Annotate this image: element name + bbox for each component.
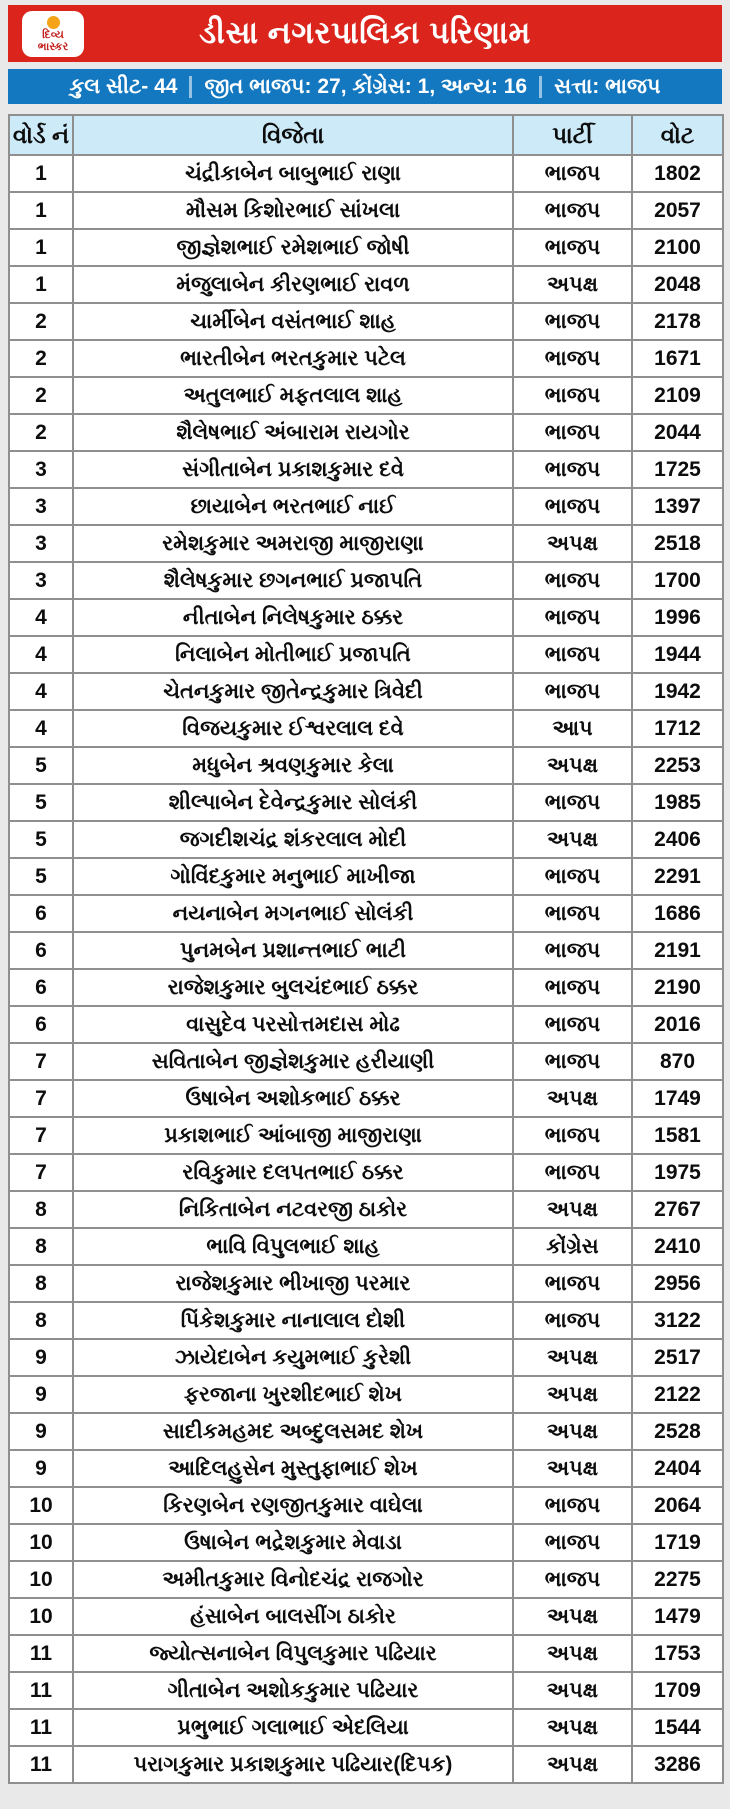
party-cell: ભાજપ: [513, 303, 632, 340]
party-cell: અપક્ષ: [513, 1413, 632, 1450]
party-cell: ભાજપ: [513, 1117, 632, 1154]
ward-number-cell: 6: [9, 932, 73, 969]
table-row: [9, 488, 723, 525]
table-row: [9, 1265, 723, 1302]
votes-cell: 2109: [632, 377, 723, 414]
table-row: [9, 747, 723, 784]
votes-cell: 2016: [632, 1006, 723, 1043]
party-cell: ભાજપ: [513, 155, 632, 192]
votes-cell: 2410: [632, 1228, 723, 1265]
ward-number-cell: 5: [9, 784, 73, 821]
table-row: [9, 340, 723, 377]
ward-number-cell: 11: [9, 1709, 73, 1746]
divya-bhaskar-logo: [22, 11, 84, 57]
votes-cell: 1709: [632, 1672, 723, 1709]
party-cell: અપક્ષ: [513, 1376, 632, 1413]
table-row: [9, 1080, 723, 1117]
votes-cell: 1749: [632, 1080, 723, 1117]
table-row: [9, 1598, 723, 1635]
party-cell: ભાજપ: [513, 1006, 632, 1043]
table-row: [9, 1709, 723, 1746]
party-cell: ભાજપ: [513, 229, 632, 266]
table-row: [9, 377, 723, 414]
winner-name-cell: સંગીતાબેન પ્રકાશકુમાર દવે: [73, 451, 513, 488]
votes-cell: 3122: [632, 1302, 723, 1339]
table-row: [9, 932, 723, 969]
party-cell: ભાજપ: [513, 858, 632, 895]
table-row: [9, 784, 723, 821]
column-header-winner: વિજેતા: [73, 115, 513, 155]
votes-cell: 1712: [632, 710, 723, 747]
winner-name-cell: પ્રકાશભાઈ આંબાજી માજીરાણા: [73, 1117, 513, 1154]
party-cell: ભાજપ: [513, 377, 632, 414]
party-cell: અપક્ષ: [513, 1672, 632, 1709]
table-row: [9, 1561, 723, 1598]
party-cell: અપક્ષ: [513, 1450, 632, 1487]
winner-name-cell: ગીતાબેન અશોકકુમાર પઢિયાર: [73, 1672, 513, 1709]
table-row: [9, 673, 723, 710]
votes-cell: 2044: [632, 414, 723, 451]
party-cell: અપક્ષ: [513, 1191, 632, 1228]
table-row: [9, 710, 723, 747]
party-cell: અપક્ષ: [513, 266, 632, 303]
winner-name-cell: ભાવિ વિપુલભાઈ શાહ: [73, 1228, 513, 1265]
ward-number-cell: 1: [9, 192, 73, 229]
party-cell: અપક્ષ: [513, 1339, 632, 1376]
party-cell: અપક્ષ: [513, 747, 632, 784]
winner-name-cell: રવિકુમાર દલપતભાઈ ઠક્કર: [73, 1154, 513, 1191]
party-cell: ભાજપ: [513, 562, 632, 599]
votes-cell: 870: [632, 1043, 723, 1080]
ward-number-cell: 6: [9, 895, 73, 932]
ward-number-cell: 4: [9, 636, 73, 673]
winner-name-cell: જગદીશચંદ્ર શંકરલાલ મોદી: [73, 821, 513, 858]
party-cell: ભાજપ: [513, 1154, 632, 1191]
ward-number-cell: 2: [9, 377, 73, 414]
party-cell: ભાજપ: [513, 1302, 632, 1339]
winner-name-cell: મૌસમ કિશોરભાઈ સાંખલા: [73, 192, 513, 229]
party-cell: અપક્ષ: [513, 1598, 632, 1635]
votes-cell: 2178: [632, 303, 723, 340]
ward-number-cell: 3: [9, 525, 73, 562]
separator: [189, 76, 192, 98]
table-row: [9, 451, 723, 488]
votes-cell: 1942: [632, 673, 723, 710]
winner-name-cell: પરાગકુમાર પ્રકાશકુમાર પઢિયાર(દિપક): [73, 1746, 513, 1783]
party-cell: ભાજપ: [513, 1561, 632, 1598]
table-row: [9, 858, 723, 895]
page-title: ડીસા નગરપાલિકા પરિણામ: [199, 15, 531, 50]
votes-cell: 2767: [632, 1191, 723, 1228]
votes-cell: 2518: [632, 525, 723, 562]
winner-name-cell: નિકિતાબેન નટવરજી ઠાકોર: [73, 1191, 513, 1228]
table-row: [9, 1117, 723, 1154]
votes-cell: 2253: [632, 747, 723, 784]
winner-name-cell: નયનાબેન મગનભાઈ સોલંકી: [73, 895, 513, 932]
table-row: [9, 1302, 723, 1339]
winner-name-cell: છાયાબેન ભરતભાઈ નાઈ: [73, 488, 513, 525]
ward-number-cell: 9: [9, 1376, 73, 1413]
party-cell: ભાજપ: [513, 784, 632, 821]
ward-number-cell: 7: [9, 1043, 73, 1080]
ward-number-cell: 7: [9, 1080, 73, 1117]
ward-number-cell: 3: [9, 562, 73, 599]
party-cell: આપ: [513, 710, 632, 747]
party-cell: અપક્ષ: [513, 525, 632, 562]
votes-cell: 1944: [632, 636, 723, 673]
table-row: [9, 599, 723, 636]
ward-number-cell: 10: [9, 1561, 73, 1598]
winner-name-cell: શૈલેષકુમાર છગનભાઈ પ્રજાપતિ: [73, 562, 513, 599]
votes-cell: 1544: [632, 1709, 723, 1746]
party-cell: અપક્ષ: [513, 1746, 632, 1783]
winner-name-cell: રમેશકુમાર અમરાજી માજીરાણા: [73, 525, 513, 562]
table-row: [9, 303, 723, 340]
ward-number-cell: 8: [9, 1302, 73, 1339]
votes-cell: 2191: [632, 932, 723, 969]
votes-cell: 1975: [632, 1154, 723, 1191]
party-cell: ભાજપ: [513, 636, 632, 673]
winner-name-cell: હંસાબેન બાલસીંગ ઠાકોર: [73, 1598, 513, 1635]
summary-bar: [8, 69, 722, 104]
votes-cell: 1581: [632, 1117, 723, 1154]
party-cell: અપક્ષ: [513, 1080, 632, 1117]
table-body: [9, 155, 723, 1783]
logo-text-line2: ભાસ્કર: [37, 40, 69, 53]
votes-cell: 2190: [632, 969, 723, 1006]
table-row: [9, 229, 723, 266]
table-row: [9, 1376, 723, 1413]
ward-number-cell: 11: [9, 1635, 73, 1672]
table-row: [9, 1487, 723, 1524]
column-header-party: પાર્ટી: [513, 115, 632, 155]
votes-cell: 1753: [632, 1635, 723, 1672]
winner-name-cell: શીલ્પાબેન દેવેન્દ્રકુમાર સોલંકી: [73, 784, 513, 821]
table-row: [9, 1154, 723, 1191]
winner-name-cell: નીતાબેન નિલેષકુમાર ઠક્કર: [73, 599, 513, 636]
winner-name-cell: જ્યોત્સનાબેન વિપુલકુમાર પઢિયાર: [73, 1635, 513, 1672]
ruling-party-label: સત્તા: ભાજપ: [554, 74, 661, 98]
winner-name-cell: ઉષાબેન અશોકભાઈ ઠક્કર: [73, 1080, 513, 1117]
winner-name-cell: ઉષાબેન ભદ્રેશકુમાર મેવાડા: [73, 1524, 513, 1561]
ward-number-cell: 2: [9, 303, 73, 340]
winner-name-cell: ફરજાના ખુરશીદભાઈ શેખ: [73, 1376, 513, 1413]
ward-number-cell: 9: [9, 1413, 73, 1450]
ward-number-cell: 3: [9, 488, 73, 525]
logo-sun-icon: [47, 16, 60, 29]
table-header-row: [9, 115, 723, 155]
votes-cell: 2404: [632, 1450, 723, 1487]
table-row: [9, 155, 723, 192]
winner-name-cell: મંજુલાબેન કીરણભાઈ રાવળ: [73, 266, 513, 303]
votes-cell: 2100: [632, 229, 723, 266]
votes-cell: 1985: [632, 784, 723, 821]
ward-number-cell: 1: [9, 229, 73, 266]
winner-name-cell: મધુબેન શ્રવણકુમાર કેલા: [73, 747, 513, 784]
votes-cell: 2064: [632, 1487, 723, 1524]
table-row: [9, 525, 723, 562]
winner-name-cell: પ્રભુભાઈ ગલાભાઈ એદલિયા: [73, 1709, 513, 1746]
ward-number-cell: 11: [9, 1672, 73, 1709]
votes-cell: 2048: [632, 266, 723, 303]
logo-text-line1: દિવ્ય: [42, 28, 64, 41]
total-seats-label: કુલ સીટ- 44: [69, 74, 178, 98]
header-banner: [8, 5, 722, 62]
winner-name-cell: ભારતીબેન ભરતકુમાર પટેલ: [73, 340, 513, 377]
votes-cell: 2122: [632, 1376, 723, 1413]
party-cell: ભાજપ: [513, 969, 632, 1006]
party-cell: ભાજપ: [513, 673, 632, 710]
table-row: [9, 562, 723, 599]
party-cell: કોંગ્રેસ: [513, 1228, 632, 1265]
votes-cell: 1719: [632, 1524, 723, 1561]
votes-cell: 1671: [632, 340, 723, 377]
ward-number-cell: 5: [9, 821, 73, 858]
party-cell: ભાજપ: [513, 1524, 632, 1561]
winner-name-cell: જીજ્ઞેશભાઈ રમેશભાઈ જોષી: [73, 229, 513, 266]
table-row: [9, 1228, 723, 1265]
ward-number-cell: 2: [9, 340, 73, 377]
party-cell: ભાજપ: [513, 451, 632, 488]
table-row: [9, 414, 723, 451]
votes-cell: 1700: [632, 562, 723, 599]
winner-name-cell: સવિતાબેન જીજ્ઞેશકુમાર હરીયાણી: [73, 1043, 513, 1080]
winner-name-cell: ચાર્મીબેન વસંતભાઈ શાહ: [73, 303, 513, 340]
ward-number-cell: 8: [9, 1228, 73, 1265]
table-row: [9, 969, 723, 1006]
winner-name-cell: શૈલેષભાઈ અંબારામ રાયગોર: [73, 414, 513, 451]
winner-name-cell: કિરણબેન રણજીતકુમાર વાઘેલા: [73, 1487, 513, 1524]
column-header-ward: વોર્ડ નં: [9, 115, 73, 155]
votes-cell: 1725: [632, 451, 723, 488]
party-cell: અપક્ષ: [513, 1635, 632, 1672]
ward-number-cell: 11: [9, 1746, 73, 1783]
table-row: [9, 192, 723, 229]
ward-number-cell: 1: [9, 155, 73, 192]
votes-cell: 2528: [632, 1413, 723, 1450]
winner-name-cell: નિલાબેન મોતીભાઈ પ્રજાપતિ: [73, 636, 513, 673]
votes-cell: 1996: [632, 599, 723, 636]
winner-name-cell: ચેતનકુમાર જીતેન્દ્રકુમાર ત્રિવેદી: [73, 673, 513, 710]
winner-name-cell: પુનમબેન પ્રશાન્તભાઈ ભાટી: [73, 932, 513, 969]
ward-number-cell: 4: [9, 710, 73, 747]
votes-cell: 1802: [632, 155, 723, 192]
ward-number-cell: 10: [9, 1487, 73, 1524]
table-row: [9, 1746, 723, 1783]
party-cell: ભાજપ: [513, 414, 632, 451]
party-cell: ભાજપ: [513, 1043, 632, 1080]
ward-number-cell: 1: [9, 266, 73, 303]
votes-cell: 1397: [632, 488, 723, 525]
ward-number-cell: 10: [9, 1598, 73, 1635]
ward-number-cell: 7: [9, 1117, 73, 1154]
ward-number-cell: 9: [9, 1339, 73, 1376]
winner-name-cell: રાજેશકુમાર બુલચંદભાઈ ઠક્કર: [73, 969, 513, 1006]
table-row: [9, 895, 723, 932]
party-cell: અપક્ષ: [513, 1709, 632, 1746]
winner-name-cell: રાજેશકુમાર ભીખાજી પરમાર: [73, 1265, 513, 1302]
ward-number-cell: 5: [9, 747, 73, 784]
ward-number-cell: 10: [9, 1524, 73, 1561]
results-table: [8, 114, 724, 1784]
table-row: [9, 1524, 723, 1561]
table-row: [9, 1672, 723, 1709]
party-cell: અપક્ષ: [513, 821, 632, 858]
ward-number-cell: 8: [9, 1191, 73, 1228]
winner-name-cell: પિંકેશકુમાર નાનાલાલ દોશી: [73, 1302, 513, 1339]
table-row: [9, 1339, 723, 1376]
ward-number-cell: 4: [9, 673, 73, 710]
votes-cell: 2517: [632, 1339, 723, 1376]
ward-number-cell: 8: [9, 1265, 73, 1302]
ward-number-cell: 6: [9, 969, 73, 1006]
ward-number-cell: 7: [9, 1154, 73, 1191]
ward-number-cell: 3: [9, 451, 73, 488]
winner-name-cell: ચંદ્રીકાબેન બાબુભાઈ રાણા: [73, 155, 513, 192]
winner-name-cell: અતુલભાઈ મફતલાલ શાહ: [73, 377, 513, 414]
table-row: [9, 1413, 723, 1450]
votes-cell: 1479: [632, 1598, 723, 1635]
winner-name-cell: સાદીકમહમદ અબ્દુલસમદ શેખ: [73, 1413, 513, 1450]
party-cell: ભાજપ: [513, 895, 632, 932]
table-row: [9, 1191, 723, 1228]
separator: [539, 76, 542, 98]
table-row: [9, 266, 723, 303]
winner-name-cell: ગોવિંદકુમાર મનુભાઈ માખીજા: [73, 858, 513, 895]
party-cell: ભાજપ: [513, 1487, 632, 1524]
table-row: [9, 821, 723, 858]
column-header-votes: વોટ: [632, 115, 723, 155]
votes-cell: 2406: [632, 821, 723, 858]
party-cell: ભાજપ: [513, 599, 632, 636]
winner-name-cell: વાસુદેવ પરસોત્તમદાસ મોઢ: [73, 1006, 513, 1043]
winner-name-cell: અમીતકુમાર વિનોદચંદ્ર રાજગોર: [73, 1561, 513, 1598]
ward-number-cell: 9: [9, 1450, 73, 1487]
party-results-label: જીત ભાજપ: 27, કોંગ્રેસ: 1, અન્ય: 16: [204, 74, 528, 98]
winner-name-cell: ઝાયેદાબેન કયુમભાઈ કુરેશી: [73, 1339, 513, 1376]
table-row: [9, 1043, 723, 1080]
table-row: [9, 1635, 723, 1672]
winner-name-cell: વિજયકુમાર ઈશ્વરલાલ દવે: [73, 710, 513, 747]
votes-cell: 2057: [632, 192, 723, 229]
votes-cell: 1686: [632, 895, 723, 932]
party-cell: ભાજપ: [513, 340, 632, 377]
table-row: [9, 1006, 723, 1043]
table-row: [9, 636, 723, 673]
ward-number-cell: 6: [9, 1006, 73, 1043]
party-cell: ભાજપ: [513, 932, 632, 969]
winner-name-cell: આદિલહુસેન મુસ્તુફાભાઈ શેખ: [73, 1450, 513, 1487]
ward-number-cell: 5: [9, 858, 73, 895]
ward-number-cell: 4: [9, 599, 73, 636]
table-row: [9, 1450, 723, 1487]
votes-cell: 2275: [632, 1561, 723, 1598]
party-cell: ભાજપ: [513, 192, 632, 229]
ward-number-cell: 2: [9, 414, 73, 451]
votes-cell: 2956: [632, 1265, 723, 1302]
votes-cell: 2291: [632, 858, 723, 895]
party-cell: ભાજપ: [513, 488, 632, 525]
votes-cell: 3286: [632, 1746, 723, 1783]
party-cell: ભાજપ: [513, 1265, 632, 1302]
